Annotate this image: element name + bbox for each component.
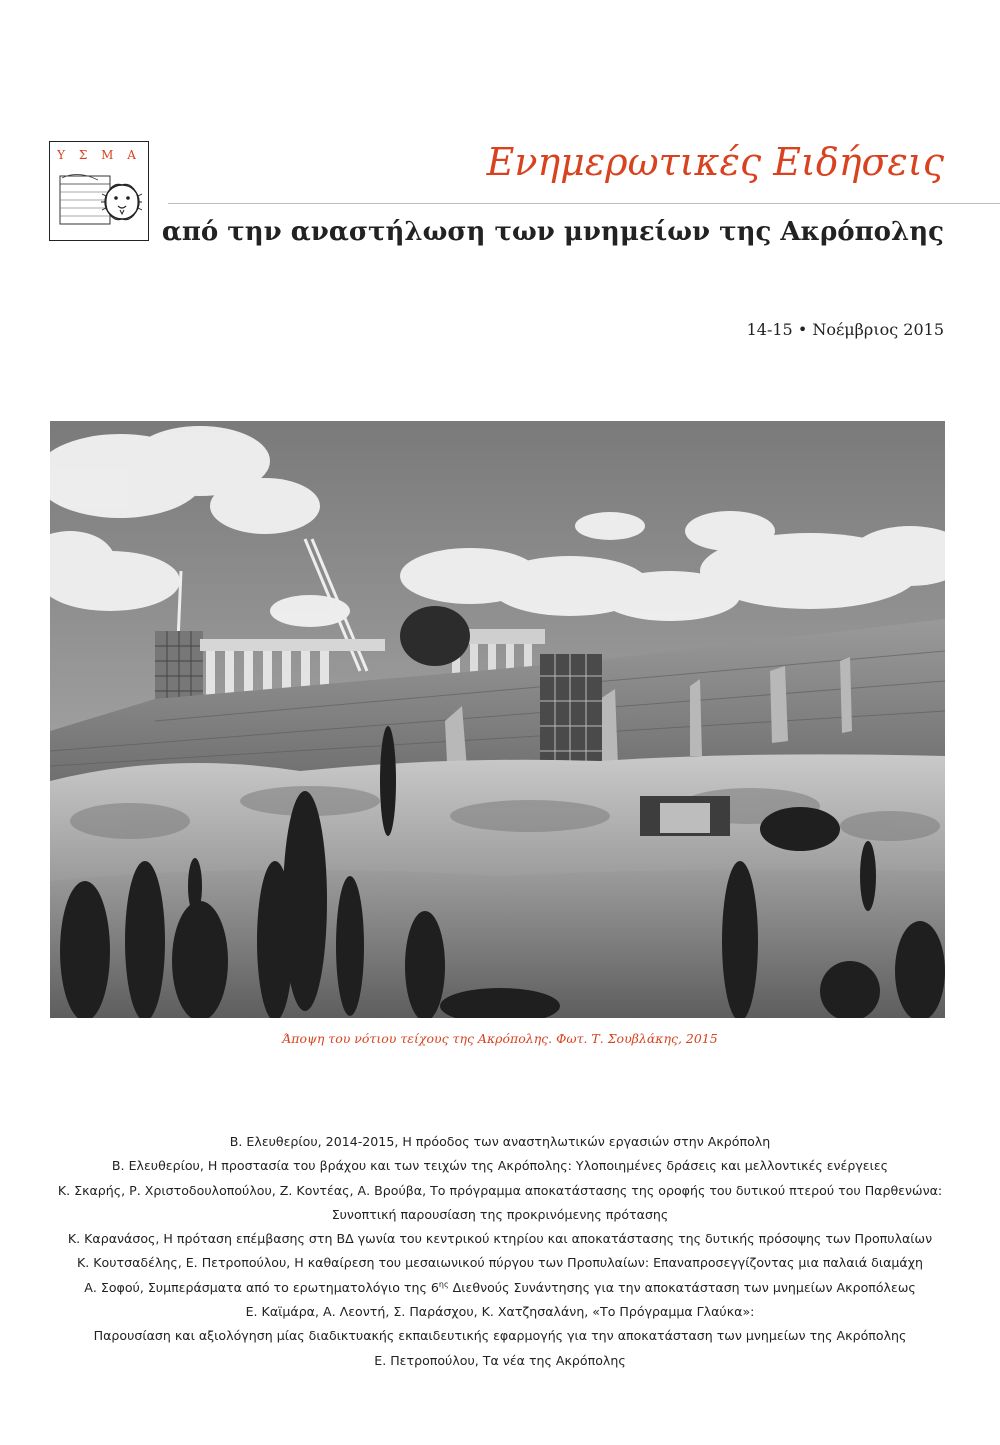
cover-photo [50, 421, 945, 1018]
toc-item: Συνοπτική παρουσίαση της προκρινόμενης πρότασης [331, 1206, 669, 1222]
header-divider [168, 203, 1000, 204]
toc-item-sofou-end: Διεθνούς Συνάντησης για την αποκατάσταση των μνημείων Ακροπόλεως [448, 1279, 916, 1295]
acropolis-photo-illustration [50, 421, 945, 1018]
photo-caption: Άποψη του νότιου τείχους της Ακρόπολης. Φωτ. Τ. Σουβλάκης, 2015 [282, 1031, 718, 1046]
toc-item: Ε. Πετροπούλου, Τα νέα της Ακρόπολης [374, 1352, 626, 1368]
toc-item: Κ. Καρανάσος, Η πρόταση επέμβασης στη ΒΔ γωνία του κεντρικού κτηρίου και αποκατάστασης της δυτικής πρόσοψης των Προπυλαίων [67, 1231, 933, 1247]
toc-item: Β. Ελευθερίου, 2014-2015, Η πρόοδος των αναστηλωτικών εργασιών στην Ακρόπολη [229, 1134, 771, 1149]
ordinal-suffix: ης [438, 1279, 449, 1289]
toc-item: Ε. Καϊμάρα, Α. Λεοντή, Σ. Παράσχου, Κ. Χατζησαλάνη, «Το Πρόγραμμα Γλαύκα»: [245, 1304, 755, 1320]
toc-item: Κ. Σκαρής, Ρ. Χριστοδουλοπούλου, Ζ. Κοντέας, Α. Βρούβα, Το πρόγραμμα αποκατάστασης της οροφής του δυτικού πτερού του Παρθενώνα: [57, 1182, 943, 1198]
table-of-contents [0, 1130, 1000, 1373]
newsletter-title: Ενημερωτικές Ειδήσεις [486, 140, 944, 184]
toc-item-sofou-start: Α. Σοφού, Συμπεράσματα από το ερωτηματολόγιο της 6 [84, 1279, 439, 1295]
issue-info: 14-15 • Νοέμβριος 2015 [746, 320, 944, 339]
newsletter-subtitle: από την αναστήλωση των μνημείων της Ακρόπολης [161, 217, 944, 247]
logo-text: Υ Σ Μ Α [57, 148, 141, 162]
ysma-logo [49, 141, 149, 241]
toc-item: Κ. Κουτσαδέλης, Ε. Πετροπούλου, Η καθαίρεση του μεσαιωνικού πύργου των Προπυλαίων: Επαναπροσεγγίζοντας μια παλαιά διαμάχη [77, 1255, 923, 1271]
toc-item: Παρουσίαση και αξιολόγηση μίας διαδικτυακής εκπαιδευτικής εφαρμογής για την αποκατάσταση των μνημείων της Ακρόπολης [93, 1328, 907, 1344]
toc-item: Β. Ελευθερίου, Η προστασία του βράχου και των τειχών της Ακρόπολης: Υλοποιημένες δράσεις και μελλοντικές ενέργειες [111, 1158, 889, 1174]
lion-head-icon [58, 166, 142, 236]
toc-item-sofou [0, 1276, 1000, 1300]
